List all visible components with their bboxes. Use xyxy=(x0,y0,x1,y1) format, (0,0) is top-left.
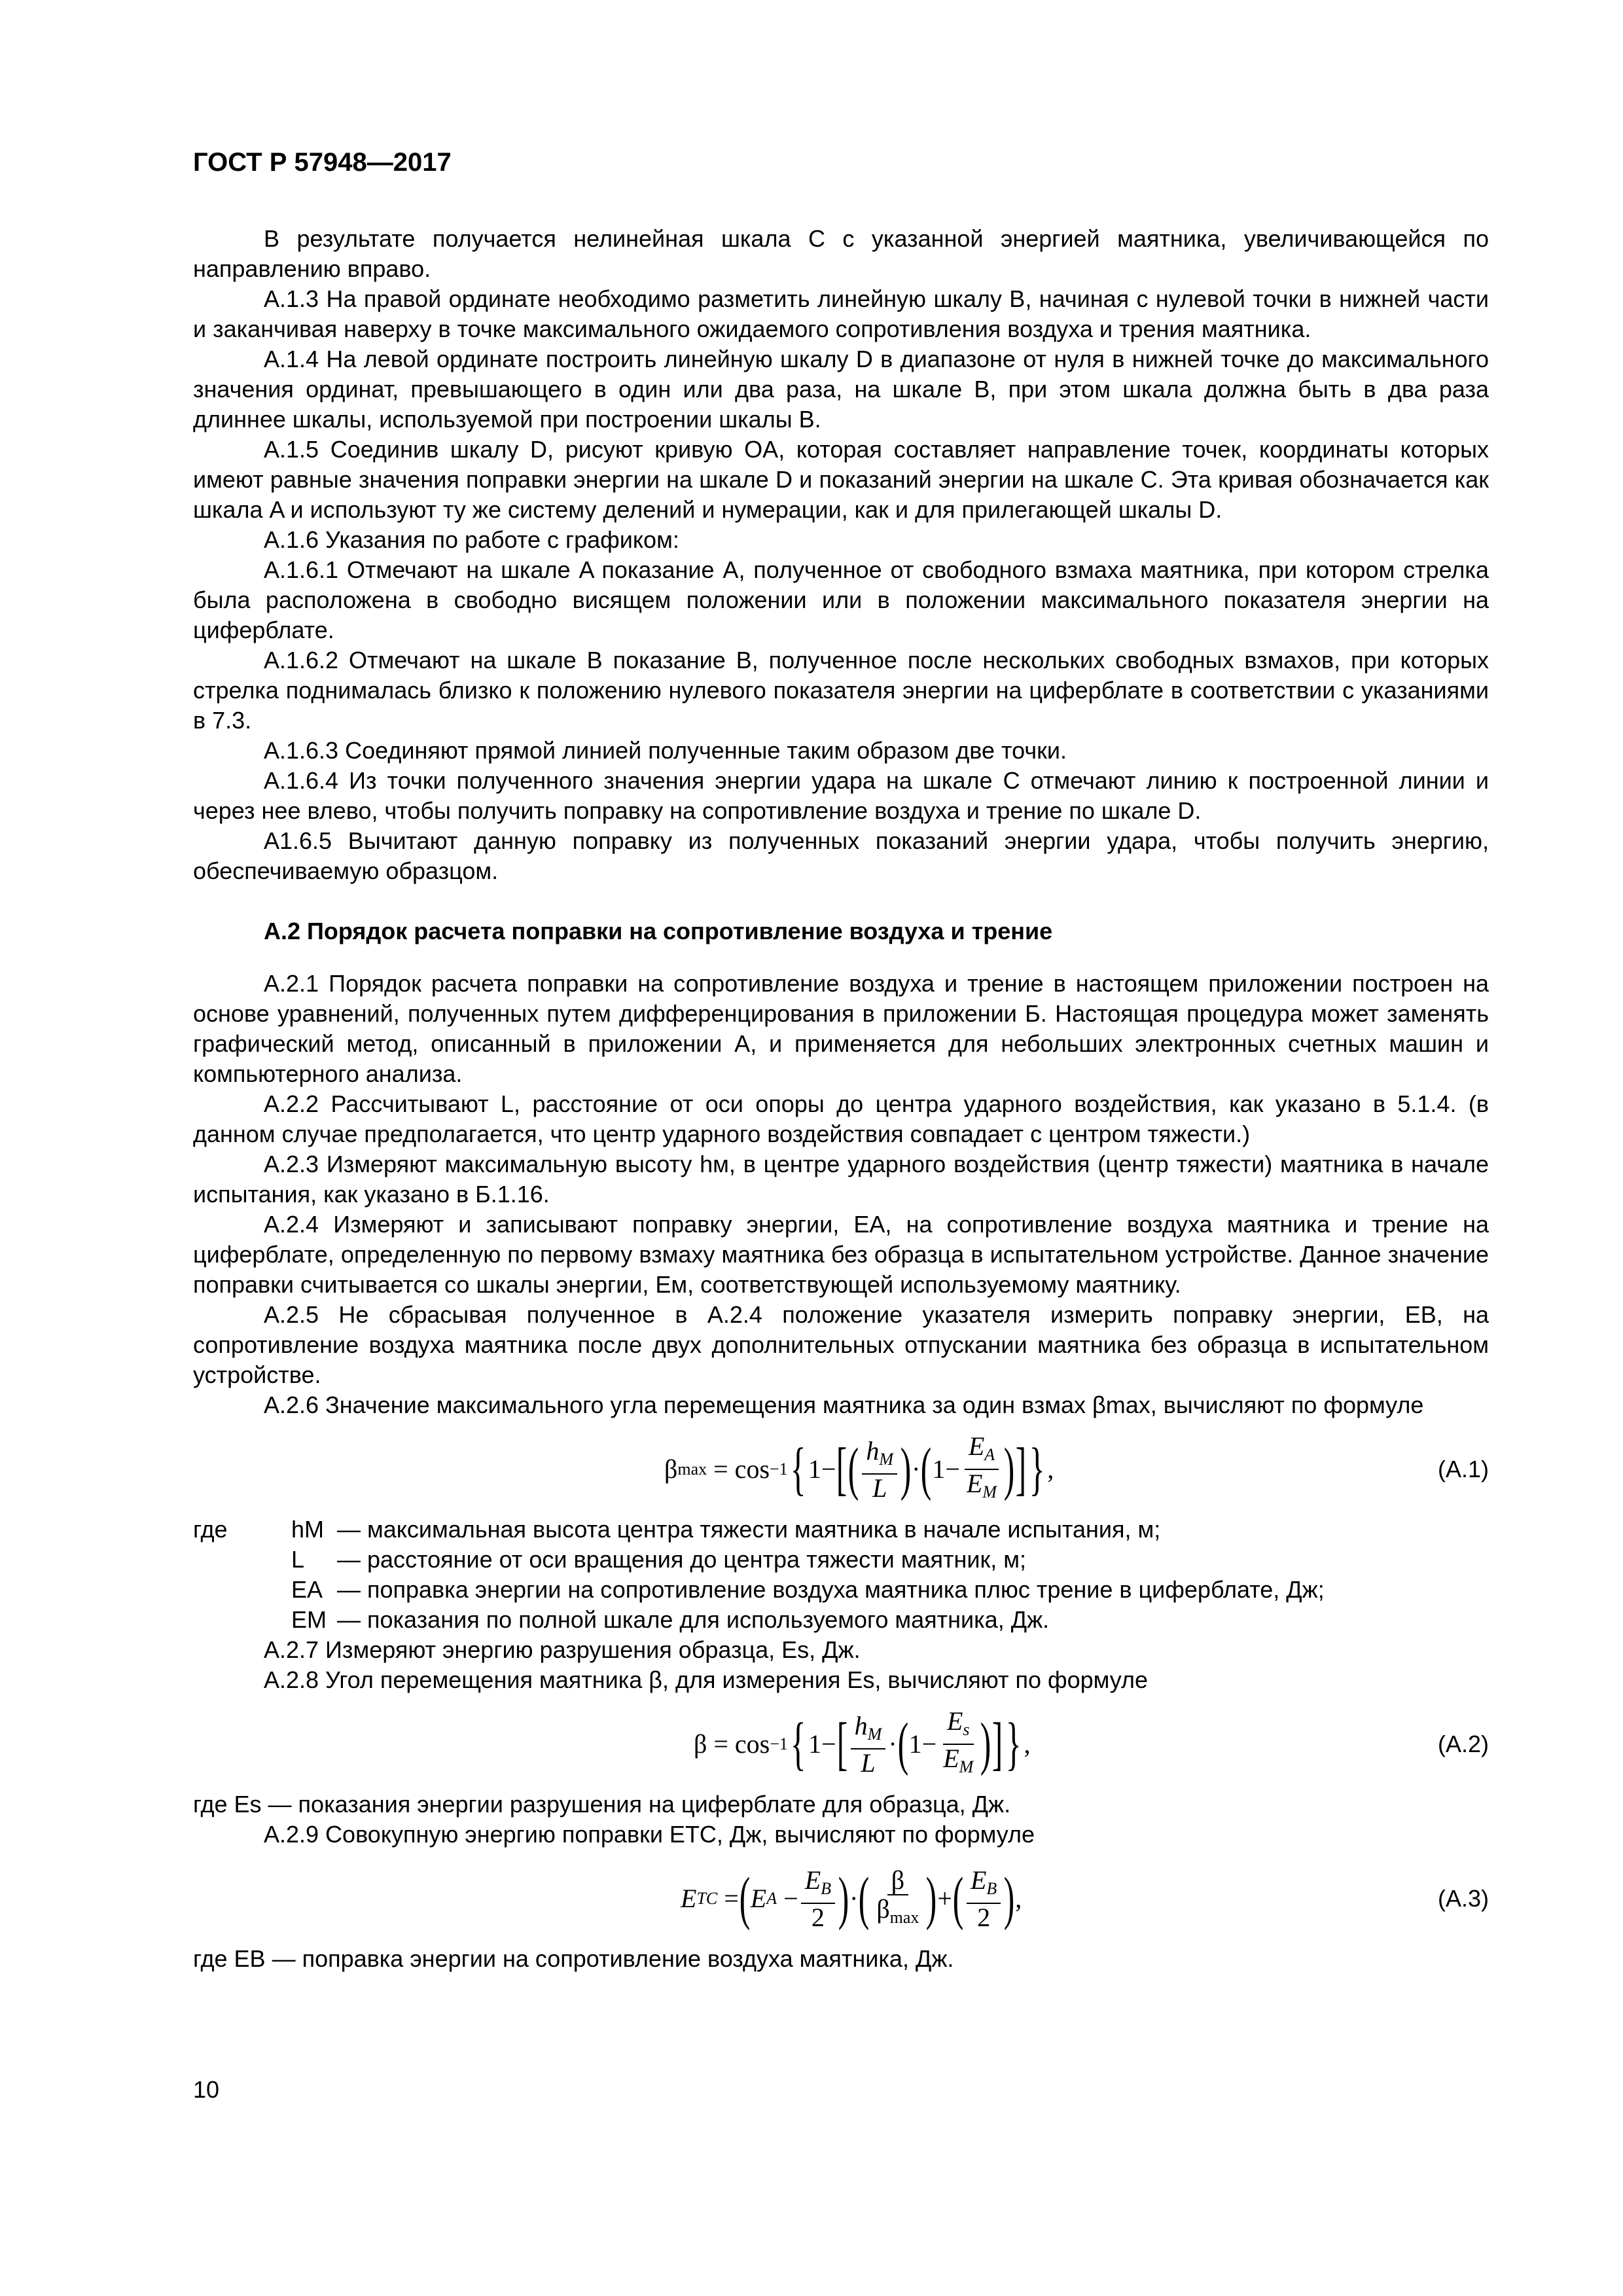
where-symbol: L xyxy=(291,1546,305,1573)
paragraph: А.1.6.1 Отмечают на шкале A показание A, полученное от свободного взмаха маятника, при котором стрелка была расположена в свободно висящем положении или в положении максимального показателя энергии на циферблате. xyxy=(193,556,1489,643)
where-symbol: hM xyxy=(291,1516,325,1543)
formula-a1-number: (А.1) xyxy=(1437,1456,1489,1482)
paragraph: А.1.4 На левой ординате построить линейную шкалу D в диапазоне от нуля в нижней точке до максимального значения ординат, превышающего в один или два раза, на шкале B, при этом шкала должна быть в два раза длиннее шкалы, используемой при построении шкалы B. xyxy=(193,346,1489,433)
where-description: — расстояние от оси вращения до центра тяжести маятник, м; xyxy=(337,1546,1027,1573)
where-item xyxy=(193,1605,1489,1635)
paragraph: А.2.9 Совокупную энергию поправки ETC, Дж, вычисляют по формуле xyxy=(264,1821,1035,1848)
paragraph: А.2.3 Измеряют максимальную высоту hм, в центре ударного воздействия (центр тяжести) маятника в начале испытания, как указано в Б.1.16. xyxy=(193,1151,1489,1208)
paragraph: А.1.6 Указания по работе с графиком: xyxy=(264,526,679,553)
paragraph: А.1.6.3 Соединяют прямой линией полученные таким образом две точки. xyxy=(264,737,1067,764)
where-item xyxy=(193,1575,1489,1605)
paragraph: А.2.8 Угол перемещения маятника β, для измерения Es, вычисляют по формуле xyxy=(264,1666,1149,1693)
where-symbol: EM xyxy=(291,1606,327,1633)
paragraph: А.2.7 Измеряют энергию разрушения образца, Es, Дж. xyxy=(264,1636,861,1663)
where-symbol: EA xyxy=(291,1576,323,1603)
where-symbol: где xyxy=(193,1516,228,1543)
paragraph: А.1.6.2 Отмечают на шкале B показание B, полученное после нескольких свободных взмахов, при которых стрелка поднималась близко к положению нулевого показателя энергии на циферблате в соответствии с указаниями в 7.3. xyxy=(193,647,1489,734)
paragraph: А.1.5 Соединив шкалу D, рисуют кривую OA, которая составляет направление точек, координаты которых имеют равные значения поправки энергии на шкале D и показаний энергии на шкале C. Эта кривая обозначается как шкала A и используют ту же систему делений и нумерации, как и для прилегающей шкалы D. xyxy=(193,436,1489,523)
paragraph: А.2.5 Не сбрасывая полученное в А.2.4 положение указателя измерить поправку энергии, EB, на сопротивление воздуха маятника после двух дополнительных отпускании маятника без образца в испытательном устройстве. xyxy=(193,1301,1489,1388)
where-prefix xyxy=(193,1605,291,1635)
where-item xyxy=(193,1545,1489,1575)
formula-a3-number: (А.3) xyxy=(1437,1885,1489,1912)
formula-a1 xyxy=(193,1427,1489,1512)
section-title: А.2 Порядок расчета поправки на сопротивление воздуха и трение xyxy=(264,918,1053,944)
formula-a3 xyxy=(193,1856,1489,1941)
paragraph: А.2.1 Порядок расчета поправки на сопротивление воздуха и трение в настоящем приложении построен на основе уравнений, полученных путем дифференцирования в приложении Б. Настоящая процедура может заменять графический метод, описанный в приложении А, и применяется для небольших электронных счетных машин и компьютерного анализа. xyxy=(193,970,1489,1087)
formula-a3-expression: E TC = ( E A − $\frac{E_B}{2}$ ) · ( $\frac{\beta}{\beta_{max}}$ ) + ( $\frac{E_B}{2}$ ) , xyxy=(681,1865,1022,1932)
where-block-a1 xyxy=(193,1515,1489,1635)
page-number: 10 xyxy=(193,2076,220,2103)
formula-a2-expression: β = cos −1 { 1− [ $\frac{h_M}{L}$ · ( 1− $\frac{E_s}{E_M}$ ) ] } , xyxy=(694,1706,1031,1778)
paragraph: А1.6.5 Вычитают данную поправку из полученных показаний энергии удара, чтобы получить энергию, обеспечиваемую образцом. xyxy=(193,827,1489,884)
formula-a2-number: (А.2) xyxy=(1437,1731,1489,1757)
where-prefix xyxy=(193,1545,291,1575)
formula-a2 xyxy=(193,1702,1489,1787)
document-header: ГОСТ Р 57948—2017 xyxy=(193,148,452,177)
where-prefix xyxy=(193,1575,291,1605)
paragraph: А.2.2 Рассчитывают L, расстояние от оси опоры до центра ударного воздействия, как указано в 5.1.4. (в данном случае предполагается, что центр ударного воздействия совпадает с центром тяжести.) xyxy=(193,1090,1489,1147)
paragraph: А.2.6 Значение максимального угла перемещения маятника за один взмах βmax, вычисляют по формуле xyxy=(264,1391,1424,1418)
where-line: где Es — показания энергии разрушения на циферблате для образца, Дж. xyxy=(193,1791,1011,1818)
paragraph: А.2.4 Измеряют и записывают поправку энергии, EA, на сопротивление воздуха маятника и трение на циферблате, определенную по первому взмаху маятника без образца в испытательном устройстве. Данное значение поправки считывается со шкалы энергии, Eм, соответствующей используемому маятнику. xyxy=(193,1211,1489,1298)
formula-a1-expression: β max = cos −1 { 1− [ ( $\frac{h_M}{L}$ ) · ( 1− $\frac{E_A}{E_M}$ ) ] } , xyxy=(664,1431,1054,1503)
paragraph: А.1.6.4 Из точки полученного значения энергии удара на шкале C отмечают линию к построенной линии и через нее влево, чтобы получить поправку на сопротивление воздуха и трение по шкале D. xyxy=(193,767,1489,824)
where-line: где EB — поправка энергии на сопротивление воздуха маятника, Дж. xyxy=(193,1945,954,1972)
where-description: — показания по полной шкале для используемого маятника, Дж. xyxy=(337,1606,1050,1633)
where-description: — поправка энергии на сопротивление воздуха маятника плюс трение в циферблате, Дж; xyxy=(337,1576,1325,1603)
paragraph: А.1.3 На правой ординате необходимо разметить линейную шкалу B, начиная с нулевой точки в нижней части и заканчивая наверху в точке максимального ожидаемого сопротивления воздуха и трения маятника. xyxy=(193,285,1489,342)
document-body xyxy=(193,224,1489,1974)
paragraph: В результате получается нелинейная шкала С с указанной энергией маятника, увеличивающейся по направлению вправо. xyxy=(193,225,1489,282)
where-item xyxy=(193,1515,1489,1545)
where-description: — максимальная высота центра тяжести маятника в начале испытания, м; xyxy=(337,1516,1161,1543)
